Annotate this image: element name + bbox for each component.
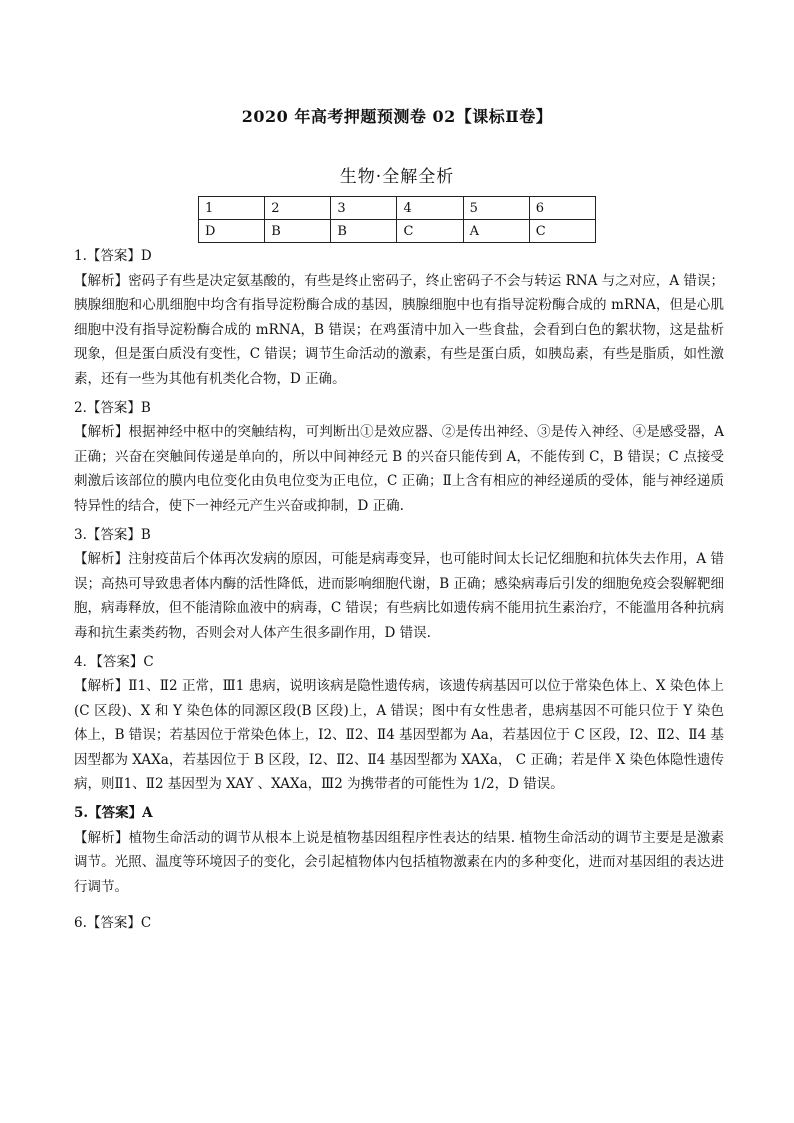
answer-table-number-row — [199, 197, 596, 220]
table-cell: A — [463, 220, 529, 243]
table-cell: 2 — [265, 197, 331, 220]
answer-line-1: 1.【答案】D — [74, 248, 152, 264]
explanation-3: 【解析】注射疫苗后个体再次发病的原因，可能是病毒变异，也可能时间太长记忆细胞和抗体失去作用，A 错误；高热可导致患者体内酶的活性降低，进而影响细胞代谢，B 正确；感染病毒后引发的细胞免疫会裂解靶细胞，病毒释放，但不能清除血液中的病毒，C 错误；有些病比如遗传病不能用抗生素治疗，不能滥用各种抗病毒和抗生素类药物，否则会对人体产生很多副作用，D 错误. — [74, 551, 724, 641]
explanation-5: 【解析】植物生命活动的调节从根本上说是植物基因组程序性表达的结果. 植物生命活动的调节主要是是激素调节。光照、温度等环境因子的变化，会引起植物体内包括植物激素在内的多种变化，进而对基因组的表达进行调节。 — [74, 829, 724, 895]
spacer — [74, 903, 724, 911]
answer-line-3: 3.【答案】B — [74, 526, 151, 543]
table-cell: 3 — [331, 197, 397, 220]
table-cell: 5 — [463, 197, 529, 220]
answer-line-5: 5.【答案】A — [74, 805, 153, 822]
explanation-4: 【解析】Ⅱ1、Ⅱ2 正常，Ⅲ1 患病，说明该病是隐性遗传病，该遗传病基因可以位于常染色体上、X 染色体上(C 区段)、X 和 Y 染色体的同源区段(B 区段)上，A 错误；图中有女性患者，患病基因不可能只位于 Y 染色体上，B 错误；若基因位于常染色体上，Ⅰ2、Ⅱ2、Ⅱ4 基因型都为 Aa，若基因位于 C 区段，Ⅰ2、Ⅱ2、Ⅱ4 基因型都为 XAXa，若基因位于 B 区段，Ⅰ2、Ⅱ2、Ⅱ4 基因型都为 XAXa， C 正确；若是伴 X 染色体隐性遗传病，则Ⅱ1、Ⅱ2 基因型为 XAY 、XAXa，Ⅲ2 为携带者的可能性为 1/2，D 错误。 — [74, 678, 725, 793]
document-subtitle: 生物·全解全析 — [339, 167, 455, 187]
document-title: 2020 年高考押题预测卷 02【课标Ⅱ卷】 — [241, 107, 553, 126]
table-cell: 6 — [529, 197, 595, 220]
explanation-2: 【解析】根据神经中枢中的突触结构，可判断出①是效应器、②是传出神经、③是传入神经、④是感受器，A 正确；兴奋在突触间传递是单向的，所以中间神经元 B 的兴奋只能传到 A，不能传到 C，B 错误；C 点接受刺激后该部位的膜内电位变化由负电位变为正电位，C 正确；Ⅱ上含有相应的神经递质的受体，能与神经递质特异性的结合，使下一神经元产生兴奋或抑制，D 正确. — [74, 424, 724, 514]
answer-line-6: 6.【答案】C — [74, 915, 152, 932]
table-cell: C — [529, 220, 595, 243]
table-cell: B — [265, 220, 331, 243]
table-cell: C — [397, 220, 463, 243]
table-cell: 4 — [397, 197, 463, 220]
table-cell: 1 — [199, 197, 265, 220]
answer-line-4: 4．【答案】C — [74, 653, 154, 670]
solutions-body — [74, 244, 724, 936]
table-cell: D — [199, 220, 265, 243]
table-cell: B — [331, 220, 397, 243]
explanation-1: 【解析】密码子有些是决定氨基酸的，有些是终止密码子，终止密码子不会与转运 RNA 与之对应，A 错误；胰腺细胞和心肌细胞中均含有指导淀粉酶合成的基因，胰腺细胞中也有指导淀粉酶合成的 mRNA，但是心肌细胞中没有指导淀粉酶合成的 mRNA，B 错误；在鸡蛋清中加入一些食盐，会看到白色的絮状物，这是盐析现象，但是蛋白质没有变性，C 错误；调节生命活动的激素，有些是蛋白质，如胰岛素，有些是脂质，如性激素，还有一些为其他有机类化合物，D 正确。 — [74, 272, 724, 387]
answer-table-answer-row — [199, 220, 596, 243]
answer-table — [198, 196, 596, 243]
answer-line-2: 2.【答案】B — [74, 399, 151, 416]
